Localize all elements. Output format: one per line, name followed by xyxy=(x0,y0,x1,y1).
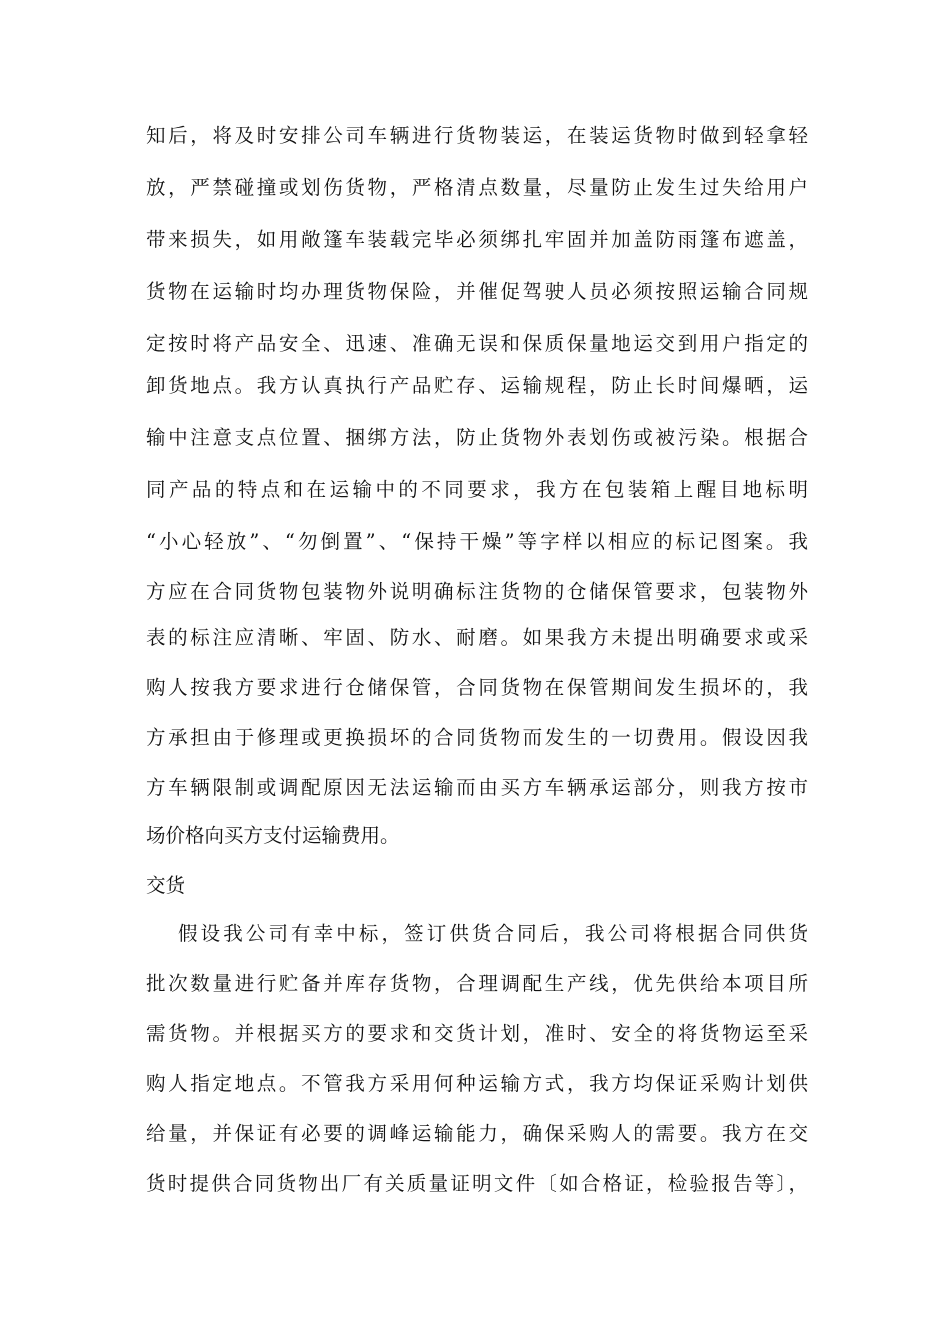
paragraph-line: 卸货地点。我方认真执行产品贮存、运输规程，防止长时间爆晒，运 xyxy=(146,374,808,397)
paragraph-line: 给量，并保证有必要的调峰运输能力，确保采购人的需要。我方在交 xyxy=(146,1122,808,1145)
paragraph-line: 货时提供合同货物出厂有关质量证明文件〔如合格证，检验报告等〕， xyxy=(146,1172,808,1195)
paragraph-line: “小心轻放”、“勿倒置”、“保持干燥”等字样以相应的标记图案。我 xyxy=(146,530,808,553)
paragraph-line: 带来损失，如用敞篷车装载完毕必须绑扎牢固并加盖防雨篷布遮盖， xyxy=(146,228,808,251)
paragraph-line: 货物在运输时均办理货物保险，并催促驾驶人员必须按照运输合同规 xyxy=(146,280,808,303)
section-heading: 交货 xyxy=(146,874,186,897)
paragraph-line: 定按时将产品安全、迅速、准确无误和保质保量地运交到用户指定的 xyxy=(146,332,808,355)
paragraph-line: 放，严禁碰撞或划伤货物，严格清点数量，尽量防止发生过失给用户 xyxy=(146,176,808,199)
paragraph-line: 购人指定地点。不管我方采用何种运输方式，我方均保证采购计划供 xyxy=(146,1072,808,1095)
paragraph-line: 方承担由于修理或更换损坏的合同货物而发生的一切费用。假设因我 xyxy=(146,726,808,749)
paragraph-line: 场价格向买方支付运输费用。 xyxy=(146,824,400,847)
paragraph-line: 假设我公司有幸中标，签订供货合同后，我公司将根据合同供货 xyxy=(178,922,808,945)
paragraph-line: 方车辆限制或调配原因无法运输而由买方车辆承运部分，则我方按市 xyxy=(146,776,808,799)
paragraph-line: 输中注意支点位置、捆绑方法，防止货物外表划伤或被污染。根据合 xyxy=(146,426,808,449)
paragraph-line: 方应在合同货物包装物外说明确标注货物的仓储保管要求，包装物外 xyxy=(146,580,808,603)
paragraph-line: 批次数量进行贮备并库存货物，合理调配生产线，优先供给本项目所 xyxy=(146,972,808,995)
paragraph-line: 需货物。并根据买方的要求和交货计划，准时、安全的将货物运至采 xyxy=(146,1022,808,1045)
paragraph-line: 购人按我方要求进行仓储保管，合同货物在保管期间发生损坏的，我 xyxy=(146,676,808,699)
paragraph-line: 表的标注应清晰、牢固、防水、耐磨。如果我方未提出明确要求或采 xyxy=(146,626,808,649)
paragraph-line: 同产品的特点和在运输中的不同要求，我方在包装箱上醒目地标明 xyxy=(146,478,808,501)
paragraph-line: 知后，将及时安排公司车辆进行货物装运，在装运货物时做到轻拿轻 xyxy=(146,124,808,147)
